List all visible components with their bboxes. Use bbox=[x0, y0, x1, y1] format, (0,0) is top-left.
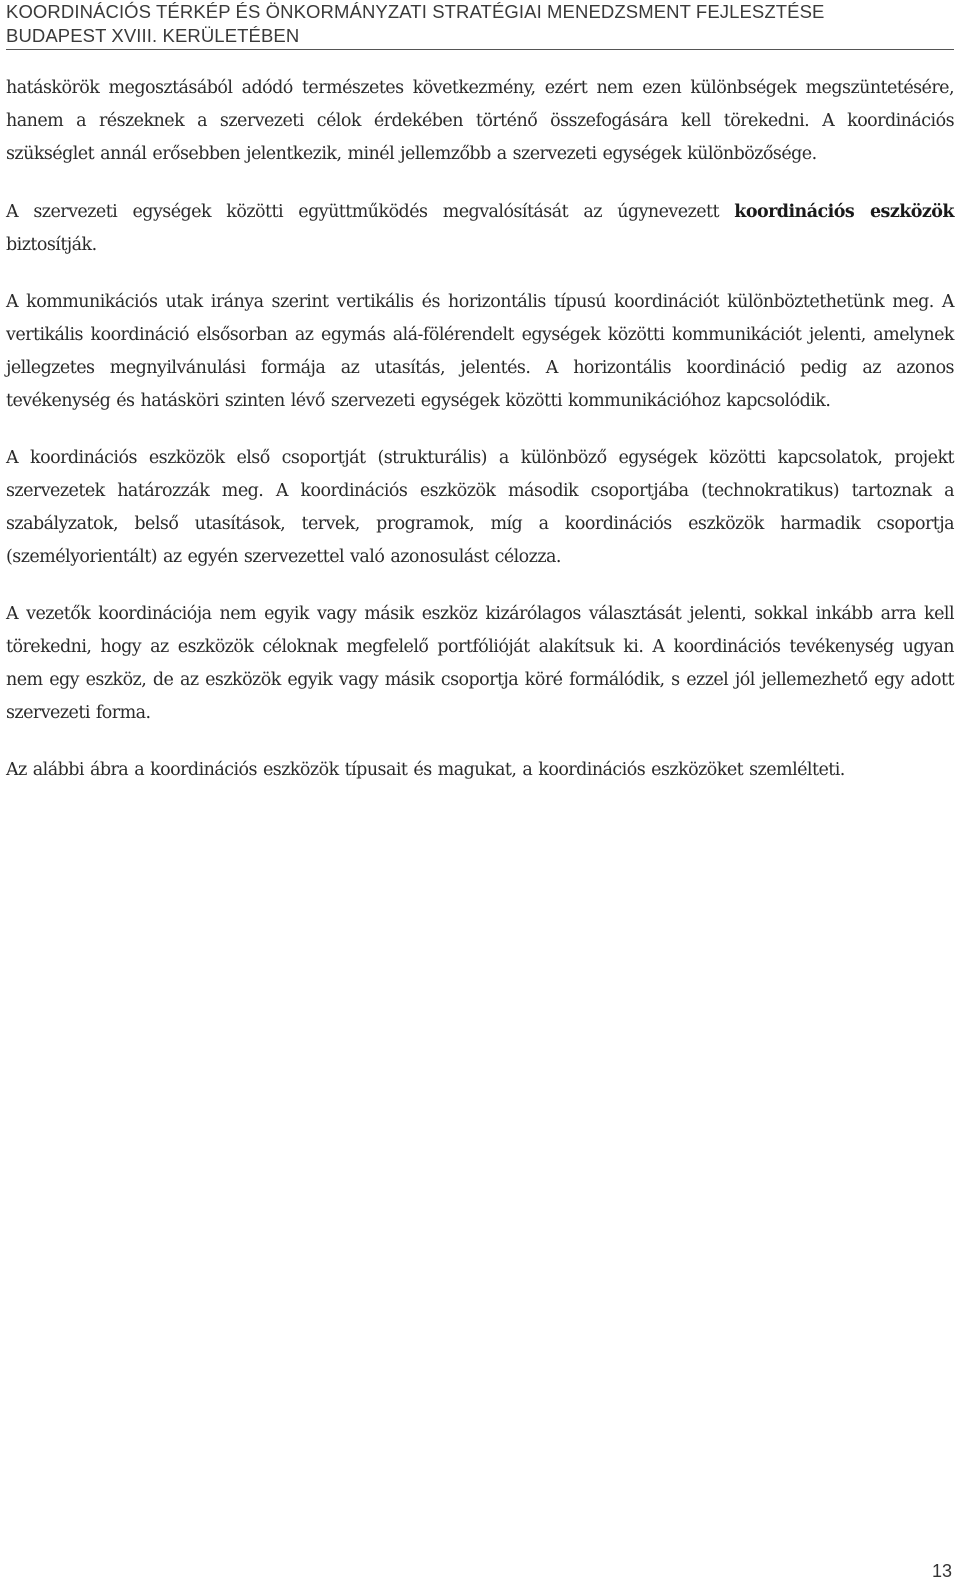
running-header bbox=[6, 0, 954, 48]
paragraph-5: A vezetők koordinációja nem egyik vagy másik eszköz kizárólagos választását jelenti, sokkal inkább arra kell törekedni, hogy az eszközök céloknak megfelelő portfólióját alakítsuk ki. A koordinációs tevékenység ugyan nem egy eszköz, de az eszközök egyik vagy másik csoportja köré formálódik, s ezzel jól jellemezhető egy adott szervezeti forma. bbox=[6, 604, 954, 723]
header-divider bbox=[6, 49, 954, 50]
paragraph-2-text-start: A szervezeti egységek közötti együttműködés megvalósítását az úgynevezett bbox=[6, 202, 735, 222]
paragraph-2-text-end: biztosítják. bbox=[6, 235, 97, 255]
header-title-line-2: BUDAPEST XVIII. KERÜLETÉBEN bbox=[6, 25, 300, 46]
paragraph-3: A kommunikációs utak iránya szerint vertikális és horizontális típusú koordinációt különböztethetünk meg. A vertikális koordináció elsősorban az egymás alá-fölérendelt egységek közötti kommunikációt jelenti, amelynek jellegzetes megnyilvánulási formája az utasítás, jelentés. A horizontális koordináció pedig az azonos tevékenység és hatásköri szinten lévő szervezeti egységek közötti kommunikációhoz kapcsolódik. bbox=[6, 292, 954, 411]
paragraph-6: Az alábbi ábra a koordinációs eszközök típusait és magukat, a koordinációs eszközöket szemlélteti. bbox=[6, 760, 845, 780]
document-body bbox=[6, 72, 954, 811]
paragraph-4: A koordinációs eszközök első csoportját (strukturális) a különböző egységek közötti kapcsolatok, projekt szervezetek határozzák meg. A koordinációs eszközök második csoportjába (technokratikus) tartoznak a szabályzatok, belső utasítások, tervek, programok, míg a koordinációs eszközök harmadik csoportja (személyorientált) az egyén szervezettel való azonosulást célozza. bbox=[6, 448, 954, 567]
header-title-line-1: KOORDINÁCIÓS TÉRKÉP ÉS ÖNKORMÁNYZATI STRATÉGIAI MENEDZSMENT FEJLESZTÉSE bbox=[6, 1, 825, 22]
paragraph-2 bbox=[6, 196, 954, 262]
paragraph-2-bold-term: koordinációs eszközök bbox=[734, 202, 954, 222]
paragraph-1: hatáskörök megosztásából adódó természetes következmény, ezért nem ezen különbségek megszüntetésére, hanem a részeknek a szervezeti célok érdekében történő összefogására kell törekedni. A koordinációs szükséglet annál erősebben jelentkezik, minél jellemzőbb a szervezeti egységek különbözősége. bbox=[6, 78, 954, 164]
page-number: 13 bbox=[931, 1561, 952, 1581]
